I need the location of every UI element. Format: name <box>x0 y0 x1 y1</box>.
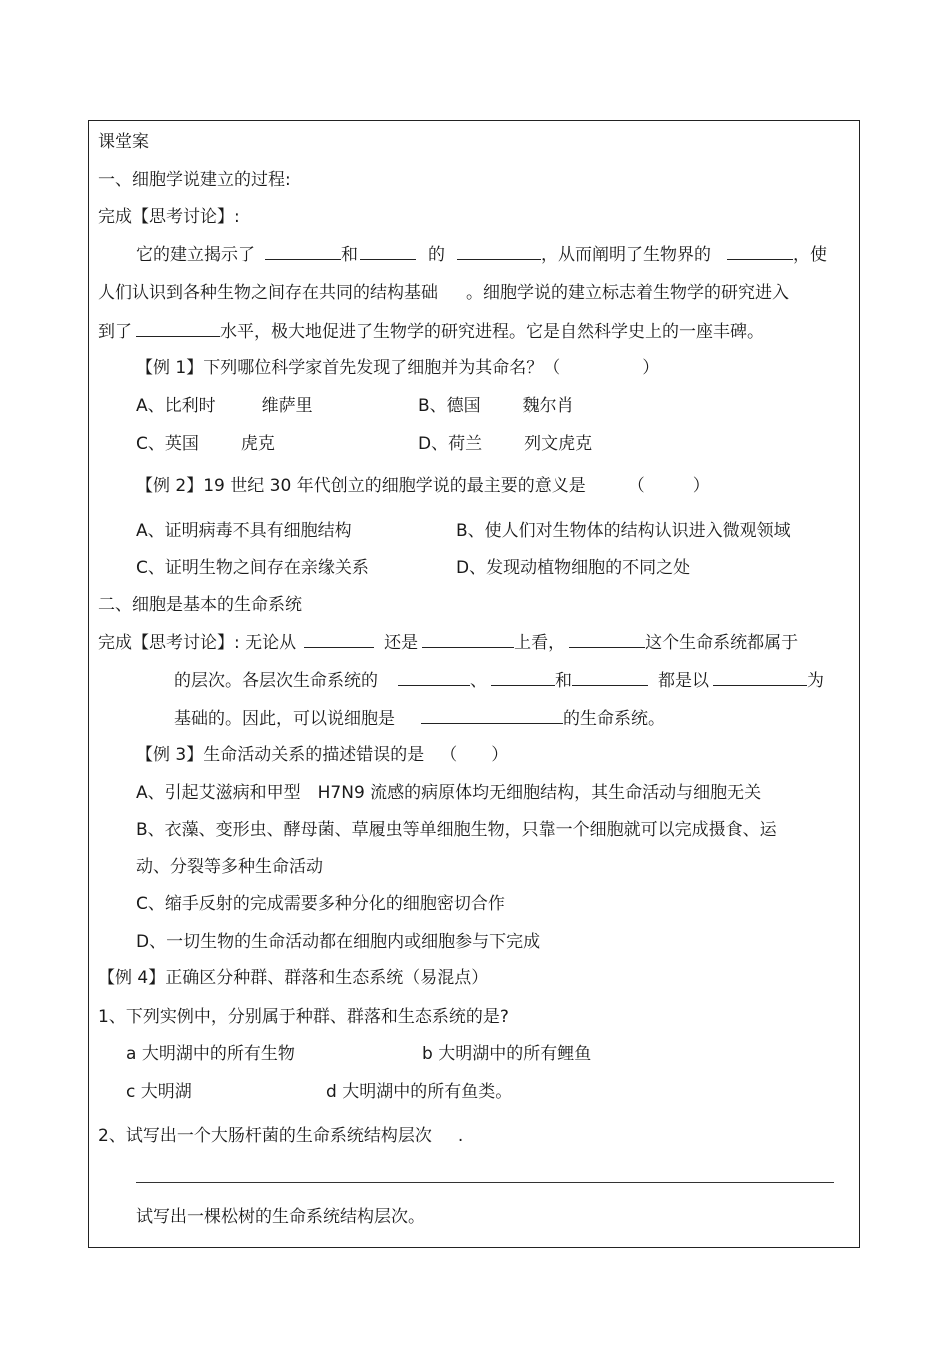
example-4-title: 【例 4】正确区分种群、群落和生态系统（易混点） <box>98 968 489 988</box>
ex3-option-b-line-2[interactable]: 动、分裂等多种生命活动 <box>136 857 323 877</box>
text: （ <box>440 745 458 765</box>
text: 【例 2】19 世纪 30 年代创立的细胞学说的最主要的意义是 <box>136 476 586 496</box>
ex4-question-2 <box>98 1125 463 1147</box>
text: 都是以 <box>658 671 709 691</box>
s1-paragraph-line-1 <box>136 243 827 266</box>
ex2-option-a[interactable]: A、证明病毒不具有细胞结构 <box>136 521 352 541</box>
s1-paragraph-line-3 <box>98 320 764 343</box>
blank[interactable] <box>421 707 563 724</box>
example-3-question <box>136 744 508 766</box>
ex3-option-d[interactable]: D、一切生物的生命活动都在细胞内或细胞参与下完成 <box>136 932 541 952</box>
blank[interactable] <box>422 631 514 648</box>
ex1-option-d[interactable]: D、荷兰 列文虎克 <box>418 434 593 454</box>
blank[interactable] <box>136 320 220 337</box>
section-1-task: 完成【思考讨论】: <box>98 207 240 227</box>
s2-line-1 <box>98 631 798 654</box>
ex3-option-c[interactable]: C、缩手反射的完成需要多种分化的细胞密切合作 <box>136 894 505 914</box>
text: 和 <box>555 671 572 691</box>
blank[interactable] <box>457 243 541 260</box>
text: 、 <box>470 671 487 691</box>
text: 和 <box>341 245 358 265</box>
text: 完成【思考讨论】: 无论从 <box>98 633 297 653</box>
ex4-question-3: 试写出一棵松树的生命系统结构层次。 <box>136 1207 425 1227</box>
ex4-item-d: d 大明湖中的所有鱼类。 <box>326 1082 513 1102</box>
text: ） <box>642 358 660 378</box>
text: （ <box>627 476 645 496</box>
ex4-item-c: c 大明湖 <box>126 1082 192 1102</box>
text: 水平，极大地促进了生物学的研究进程。它是自然科学史上的一座丰碑。 <box>220 322 764 342</box>
text: 这个生命系统都属于 <box>645 633 799 653</box>
text: 为 <box>807 671 824 691</box>
text: 基础的。因此，可以说细胞是 <box>174 709 395 729</box>
blank[interactable] <box>491 669 555 686</box>
ex4-item-a: a 大明湖中的所有生物 <box>126 1044 295 1064</box>
text: ） <box>491 745 509 765</box>
text: 到了 <box>98 322 132 342</box>
ex4-question-1: 1、下列实例中，分别属于种群、群落和生态系统的是? <box>98 1007 509 1027</box>
ex1-option-c[interactable]: C、英国 虎克 <box>136 434 275 454</box>
ex4-item-b: b 大明湖中的所有鲤鱼 <box>422 1044 592 1064</box>
ex2-option-b[interactable]: B、使人们对生物体的结构认识进入微观领域 <box>456 521 791 541</box>
s1-paragraph-line-2 <box>98 282 789 304</box>
ex2-option-c[interactable]: C、证明生物之间存在亲缘关系 <box>136 558 369 578</box>
answer-line[interactable] <box>136 1182 834 1183</box>
ex1-option-b[interactable]: B、德国 魏尔肖 <box>418 396 574 416</box>
blank[interactable] <box>572 669 648 686</box>
blank[interactable] <box>727 243 793 260</box>
text: ） <box>692 476 710 496</box>
blank[interactable] <box>304 631 374 648</box>
s2-line-3 <box>174 707 665 730</box>
example-2-question <box>136 475 710 497</box>
text: 的 <box>428 245 445 265</box>
example-1-question <box>136 357 659 379</box>
ex3-option-b-line-1[interactable]: B、衣藻、变形虫、酵母菌、草履虫等单细胞生物，只靠一个细胞就可以完成摄食、运 <box>136 820 777 840</box>
text: 2、试写出一个大肠杆菌的生命系统结构层次 <box>98 1126 432 1146</box>
ex3-option-a[interactable]: A、引起艾滋病和甲型 H7N9 流感的病原体均无细胞结构，其生命活动与细胞无关 <box>136 783 762 803</box>
s2-line-2 <box>174 669 824 692</box>
text: 【例 3】生命活动关系的描述错误的是 <box>136 745 425 765</box>
text: ，使 <box>793 245 827 265</box>
blank[interactable] <box>569 631 645 648</box>
text: 它的建立揭示了 <box>136 245 255 265</box>
blank[interactable] <box>398 669 470 686</box>
ex2-option-d[interactable]: D、发现动植物细胞的不同之处 <box>456 558 691 578</box>
text: 。细胞学说的建立标志着生物学的研究进入 <box>466 283 789 303</box>
text: 还是 <box>384 633 419 653</box>
text: . <box>457 1126 464 1146</box>
text: ，从而阐明了生物界的 <box>541 245 711 265</box>
section-1-title: 一、细胞学说建立的过程: <box>98 170 291 190</box>
section-2-title: 二、细胞是基本的生命系统 <box>98 595 302 615</box>
text: 上看， <box>514 633 566 653</box>
blank[interactable] <box>360 243 416 260</box>
text: 的生命系统。 <box>563 709 665 729</box>
text: 人们认识到各种生物之间存在共同的结构基础 <box>98 283 438 303</box>
text: 【例 1】下列哪位科学家首先发现了细胞并为其命名？（ <box>136 358 561 378</box>
blank[interactable] <box>713 669 807 686</box>
blank[interactable] <box>265 243 341 260</box>
header: 课堂案 <box>98 132 149 152</box>
text: 的层次。各层次生命系统的 <box>174 671 378 691</box>
ex1-option-a[interactable]: A、比利时 维萨里 <box>136 396 313 416</box>
